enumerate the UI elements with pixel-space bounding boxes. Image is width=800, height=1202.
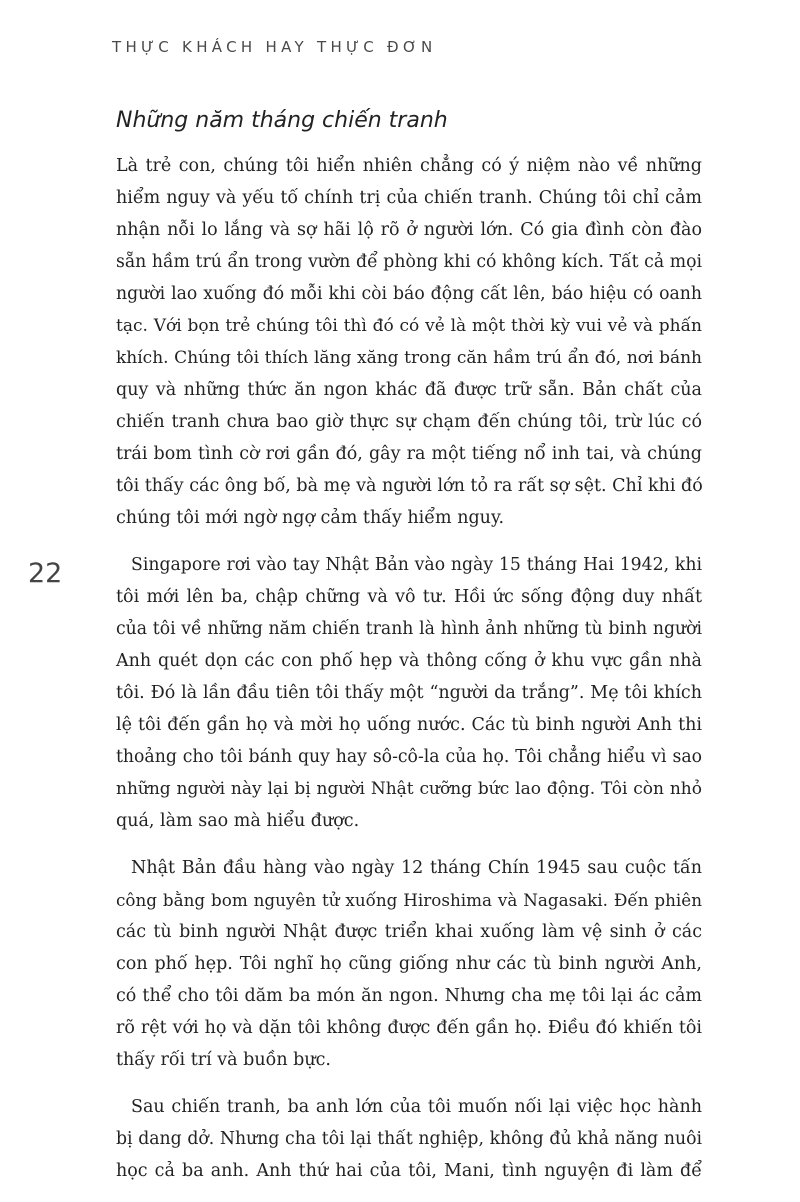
text-line: Sau chiến tranh, ba anh lớn của tôi muốn nối lại việc học hành xyxy=(131,1097,702,1117)
text-line: Singapore rơi vào tay Nhật Bản vào ngày 15 tháng Hai 1942, khi xyxy=(131,555,702,575)
text-line: khích. Chúng tôi thích lăng xăng trong căn hầm trú ẩn đó, nơi bánh xyxy=(116,348,702,368)
text-line: Nhật Bản đầu hàng vào ngày 12 tháng Chín 1945 sau cuộc tấn xyxy=(131,858,702,878)
text-line: thoảng cho tôi bánh quy hay sô-cô-la của họ. Tôi chẳng hiểu vì sao xyxy=(116,747,702,767)
text-line: các tù binh người Nhật được triển khai xuống làm vệ sinh ở các xyxy=(116,922,702,942)
text-line: nhận nỗi lo lắng và sợ hãi lộ rõ ở người lớn. Có gia đình còn đào xyxy=(116,220,702,240)
text-line: quá, làm sao mà hiểu được. xyxy=(116,811,360,831)
text-line: con phố hẹp. Tôi nghĩ họ cũng giống như các tù binh người Anh, xyxy=(116,954,702,974)
text-line: thấy rối trí và buồn bực. xyxy=(116,1050,331,1070)
text-line: hiểm nguy và yếu tố chính trị của chiến tranh. Chúng tôi chỉ cảm xyxy=(116,188,702,208)
section-title: Những năm tháng chiến tranh xyxy=(116,108,448,133)
text-line: quy và những thức ăn ngon khác đã được trữ sẵn. Bản chất của xyxy=(116,380,702,400)
text-line: rõ rệt với họ và dặn tôi không được đến gần họ. Điều đó khiến tôi xyxy=(116,1018,702,1038)
paragraph-1 xyxy=(116,150,702,534)
page-number: 22 xyxy=(28,558,63,589)
text-line: chúng tôi mới ngờ ngợ cảm thấy hiểm nguy. xyxy=(116,508,505,528)
paragraph-2 xyxy=(116,549,702,837)
paragraph-3 xyxy=(116,852,702,1076)
text-line: trái bom tình cờ rơi gần đó, gây ra một tiếng nổ inh tai, và chúng xyxy=(116,444,702,464)
body-text xyxy=(116,150,702,1202)
running-header: THỰC KHÁCH HAY THỰC ĐƠN xyxy=(112,38,437,56)
text-line: chiến tranh chưa bao giờ thực sự chạm đến chúng tôi, trừ lúc có xyxy=(116,412,702,432)
text-line: có thể cho tôi dăm ba món ăn ngon. Nhưng cha mẹ tôi lại ác cảm xyxy=(116,986,702,1006)
text-line: tạc. Với bọn trẻ chúng tôi thì đó có vẻ là một thời kỳ vui vẻ và phấn xyxy=(116,316,702,336)
text-line: công bằng bom nguyên tử xuống Hiroshima và Nagasaki. Đến phiên xyxy=(116,890,702,910)
text-line: Anh quét dọn các con phố hẹp và thông cống ở khu vực gần nhà xyxy=(116,651,702,671)
paragraph-4 xyxy=(116,1091,702,1187)
text-line: tôi. Đó là lần đầu tiên tôi thấy một “người da trắng”. Mẹ tôi khích xyxy=(116,683,702,703)
text-line: những người này lại bị người Nhật cưỡng bức lao động. Tôi còn nhỏ xyxy=(116,779,702,799)
text-line: tôi thấy các ông bố, bà mẹ và người lớn tỏ ra rất sợ sệt. Chỉ khi đó xyxy=(116,476,703,496)
text-line: tôi mới lên ba, chập chững và vô tư. Hồi ức sống động duy nhất xyxy=(116,587,702,607)
text-line: của tôi về những năm chiến tranh là hình ảnh những tù binh người xyxy=(116,619,702,639)
text-line: sẵn hầm trú ẩn trong vườn để phòng khi có không kích. Tất cả mọi xyxy=(116,252,702,272)
text-line: lệ tôi đến gần họ và mời họ uống nước. Các tù binh người Anh thi xyxy=(116,715,702,735)
text-line: bị dang dở. Nhưng cha tôi lại thất nghiệp, không đủ khả năng nuôi xyxy=(116,1129,702,1149)
text-line: học cả ba anh. Anh thứ hai của tôi, Mani, tình nguyện đi làm để xyxy=(116,1161,702,1181)
text-line: Là trẻ con, chúng tôi hiển nhiên chẳng có ý niệm nào về những xyxy=(116,156,702,176)
text-line: người lao xuống đó mỗi khi còi báo động cất lên, báo hiệu có oanh xyxy=(116,284,702,304)
